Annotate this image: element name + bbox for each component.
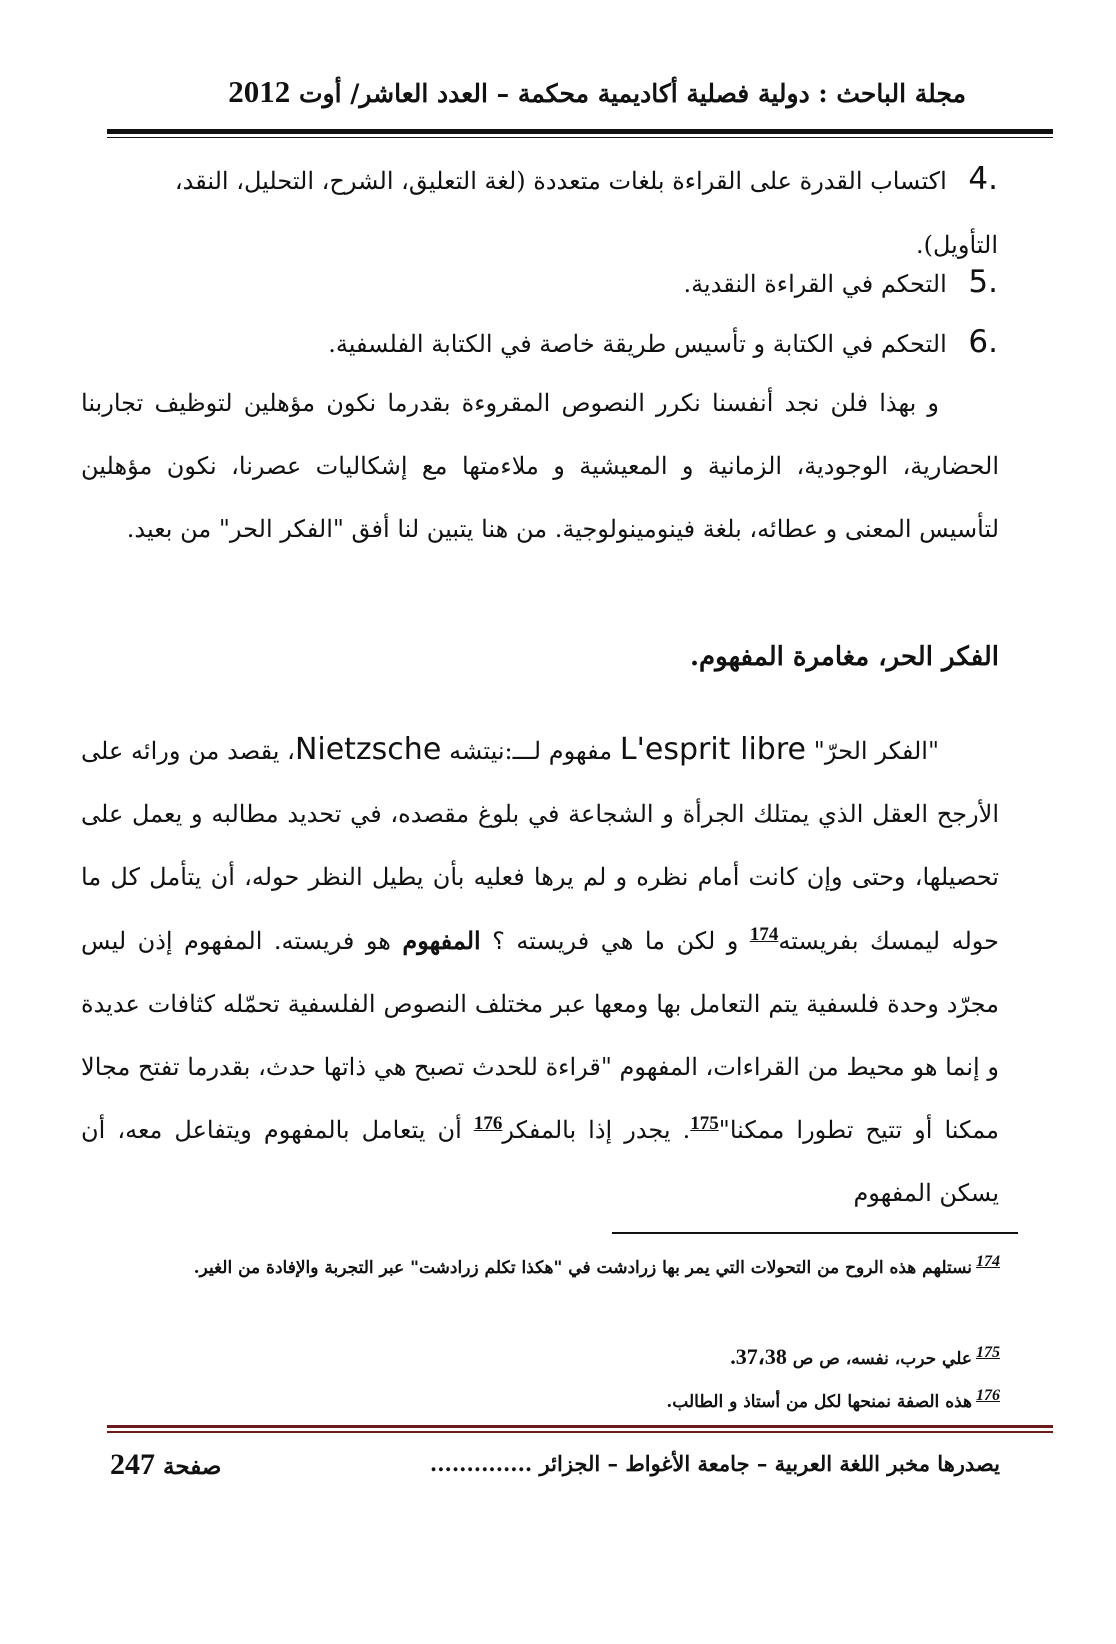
footnote-separator xyxy=(612,1232,1018,1234)
footnote-text: علي حرب، نفسه، ص ص xyxy=(792,1349,972,1369)
footnote-ref-174[interactable]: 174 xyxy=(749,924,779,945)
footer-rule-top xyxy=(107,1425,1053,1428)
footnote-174 xyxy=(70,1243,1000,1293)
main-paragraph xyxy=(81,718,999,1225)
list-number: 6. xyxy=(968,324,998,360)
header-rule-thin xyxy=(107,137,1053,138)
footer-publisher: يصدرها مخبر اللغة العربية – جامعة الأغواط – الجزائر .............. xyxy=(429,1451,1000,1476)
footnote-ref-176[interactable]: 176 xyxy=(473,1113,503,1134)
page-number: 247 xyxy=(110,1448,155,1481)
footnote-ref-175[interactable]: 175 xyxy=(690,1113,719,1134)
header-rule-thick xyxy=(107,129,1053,134)
list-number: 5. xyxy=(968,264,998,300)
bold-term-concept: المفهوم xyxy=(402,926,481,955)
latin-term-nietzsche: Nietzsche xyxy=(294,732,442,767)
footnote-176 xyxy=(70,1380,1000,1424)
footer-rule-bottom xyxy=(107,1431,1053,1433)
list-item-5 xyxy=(108,250,998,316)
page-label: صفحة xyxy=(163,1453,222,1480)
journal-year: 2012 xyxy=(228,74,291,109)
intro-paragraph: و بهذا فلن نجد أنفسنا نكرر النصوص المقروءة بقدرما نكون مؤهلين لتوظيف تجاربنا الحضارية، الوجودية، الزمانية و المعيشية و ملاءمتها مع إشكاليات عصرنا، نكون مؤهلين لتأسيس المعنى و عطائه، بلغة فينومينولوجية. من هنا يتبين لنا أفق "الفكر الحر" من بعيد. xyxy=(81,389,999,543)
section-title: الفكر الحر، مغامرة المفهوم. xyxy=(689,642,999,672)
text-segment: هو فريسته. المفهوم إذن ليس مجرّد وحدة فلسفية يتم التعامل بها ومعها عبر مختلف النصوص الفلسفية تحمّله كثافات عديدة و إنما هو محيط من القراءات، المفهوم "قراءة للحدث تصبح هي ذاتها حدث، بقدرما تفتح مجالا ممكنا أو تتيح تطورا ممكنا" xyxy=(81,927,999,1144)
footnote-175 xyxy=(70,1335,1000,1381)
list-text: اكتساب القدرة على القراءة بلغات متعددة (لغة التعليق، الشرح، التحليل، النقد، التأويل). xyxy=(174,167,998,259)
text-segment: أن يتعامل بالمفهوم ويتفاعل معه، أن يسكن المفهوم xyxy=(81,1116,999,1207)
list-text: التحكم في القراءة النقدية. xyxy=(683,270,947,298)
list-number: 4. xyxy=(968,161,998,197)
list-text: التحكم في الكتابة و تأسيس طريقة خاصة في الكتابة الفلسفية. xyxy=(328,330,947,358)
journal-title: مجلة الباحث : دولية فصلية أكاديمية محكمة – العدد العاشر/ أوت xyxy=(298,79,966,108)
footnote-mark: 175 xyxy=(976,1344,1000,1362)
footnote-text: نستلهم هذه الروح من التحولات التي يمر بها زرادشت في "هكذا تكلم زرادشت" عبر التجربة والإفادة من الغير. xyxy=(193,1258,972,1278)
footnote-pages: 37،38. xyxy=(730,1344,787,1369)
journal-header xyxy=(150,74,966,110)
footnote-text: هذه الصفة نمنحها لكل من أستاذ و الطالب. xyxy=(666,1392,972,1412)
footnote-mark: 176 xyxy=(976,1387,1000,1405)
list-item-6 xyxy=(108,310,998,376)
text-segment: مفهوم لـــ:نيتشه xyxy=(449,737,613,765)
text-segment: و لكن ما هي فريسته ؟ xyxy=(492,927,750,955)
latin-term-esprit-libre: L'esprit libre xyxy=(619,732,806,767)
footer-page xyxy=(110,1448,221,1482)
text-segment: ، يقصد من ورائه على الأرجح العقل الذي يمتلك الجرأة و الشجاعة في بلوغ مقصده، في تحديد مطالبه و يعمل على تحصيلها، وحتى وإن كانت أمام نظره و لم يرها فعليه بأن يطيل النظر حوله، أن يتأمل كل ما حوله ليمسك بفريسته xyxy=(81,737,999,955)
footnote-mark: 174 xyxy=(976,1253,1000,1271)
text-segment: "الفكر الحرّ" xyxy=(813,737,939,765)
text-segment: . يجدر إذا بالمفكر xyxy=(502,1116,691,1144)
